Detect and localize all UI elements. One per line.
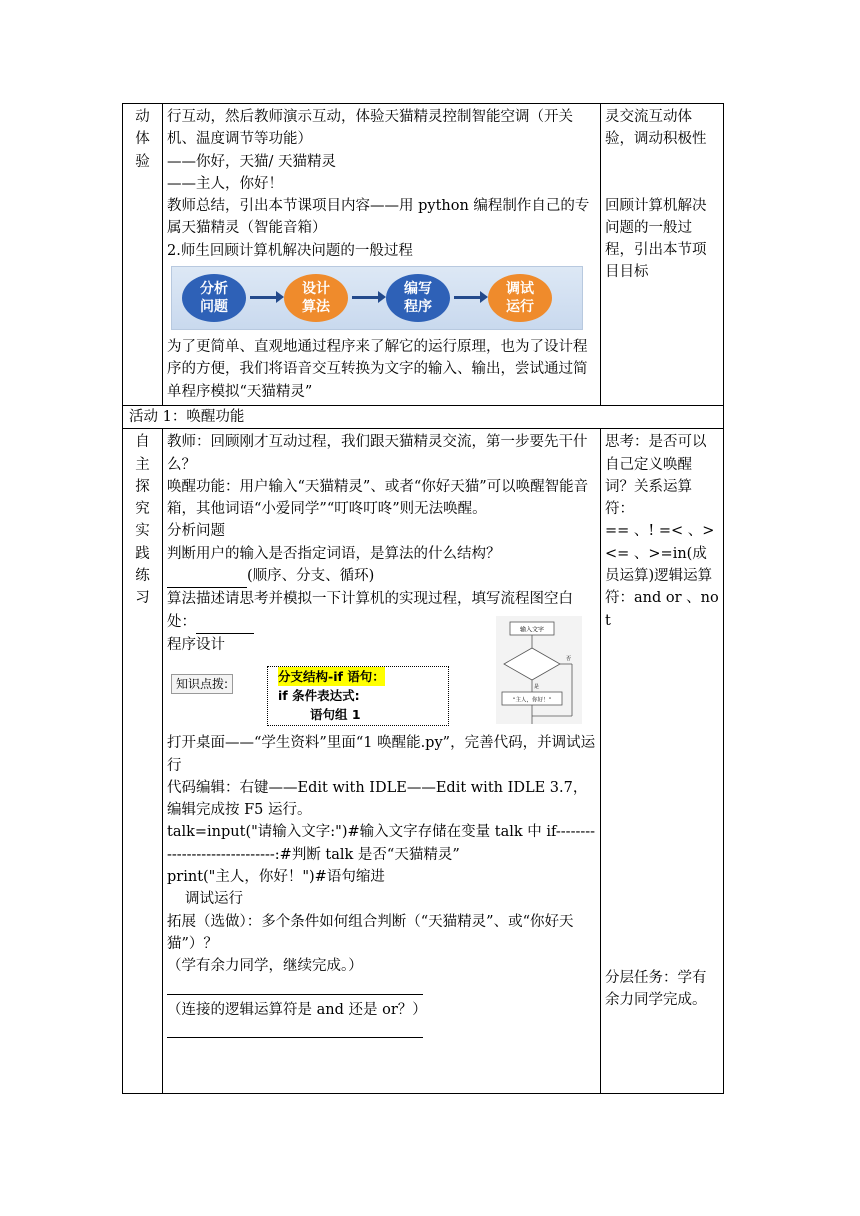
intent-text: 思考：是否可以自己定义唤醒词？关系运算符： [605,434,707,518]
instruction-text: 算法描述请思考并模拟一下计算机的实现过程，填写流程图空白处： [167,591,573,630]
arrow-icon [454,296,482,299]
text-line: 打开桌面——“学生资料”里面“1 唤醒能.py”，完善代码，并调试运行 [167,735,596,774]
text-line: ——你好，天猫/ 天猫精灵 [167,153,336,170]
program-design-block [167,626,596,732]
flowchart-diagram [496,616,582,724]
text-line: 教师总结，引出本节课项目内容——用 python 编程制作自己的专属天猫精灵（智能音箱） [167,198,590,237]
intent-text: 回顾计算机解决问题的一般过程，引出本节项目目标 [605,197,707,281]
process-step-write: 编写 程序 [386,274,450,322]
stage-label-char: 体 [135,131,150,148]
if-syntax-box [267,666,449,726]
activity-header-row [123,405,724,428]
interactive-experience-row [123,104,724,406]
operator-text: == 、! =< 、> <= 、>=in(成员运算)逻辑运算符：and or 、not [605,523,719,629]
spacer [605,632,719,967]
design-intent [601,104,724,406]
lesson-plan-page [122,103,723,1094]
stage-label-char: 践 [135,545,150,562]
flowchart-yes-label: 是 [534,683,540,690]
text-line: 拓展（选做）：多个条件如何组合判断（“天猫精灵”、或“你好天猫”）？ [167,913,574,952]
stage-label-char: 探 [135,478,150,495]
code-line: talk=input("请输入文字:")#输入文字存储在变量 talk 中 if------------------------------:#判断 talk 是否“天猫精灵” [167,824,596,863]
arrow-icon [250,296,278,299]
stage-label-char: 究 [135,501,150,518]
stage-label-char: 实 [135,523,150,540]
process-step-design: 设计 算法 [284,274,348,322]
activity-content [163,104,601,406]
process-step-debug: 调试 运行 [488,274,552,322]
spacer [605,151,719,195]
stage-label [123,104,163,406]
intent-text: 分层任务：学有余力同学完成。 [605,969,707,1009]
stage-label-char: 主 [135,456,150,473]
text-line: （连接的逻辑运算符是 and 还是 or？） [167,1001,427,1018]
answer-line[interactable] [167,1021,423,1038]
stage-label-char: 自 [135,434,150,451]
stage-label-char: 练 [135,568,150,585]
text-line: 教师：回顾刚才互动过程，我们跟天猫精灵交流，第一步要先干什么？ [167,434,588,473]
options-text: (顺序、分支、循环) [247,568,375,585]
activity-content [163,429,601,1094]
text-line: 为了更简单、直观地通过程序来了解它的运行原理，也为了设计程序的方便，我们将语音交互转换为文字的输入、输出，尝试通过简单程序模拟“天猫精灵” [167,339,588,400]
lesson-table [122,103,724,1094]
answer-blank[interactable] [196,611,254,634]
syntax-title: 分支结构-if 语句： [278,669,385,685]
stage-label-char: 动 [135,109,150,125]
problem-solving-process-diagram [171,266,583,330]
self-practice-row [123,429,724,1094]
process-step-analyze: 分析 问题 [182,274,246,322]
code-line: print("主人，你好！")#语句缩进 [167,869,385,886]
activity-title: 活动 1：唤醒功能 [123,405,724,428]
flowchart-input-label: 输入文字 [519,626,545,634]
text-line: 判断用户的输入是否指定词语，是算法的什么结构？ [167,545,501,562]
text-line: 唤醒功能：用户输入“天猫精灵”、或者“你好天猫”可以唤醒智能音箱，其他词语“小爱同学”“叮咚叮咚”则无法唤醒。 [167,478,589,518]
design-intent [601,429,724,1094]
text-line: 调试运行 [185,891,243,908]
text-line [167,565,596,588]
text-line: ——主人，你好！ [167,175,283,192]
text-line: 代码编辑：右键——Edit with IDLE——Edit with IDLE 3.7，编辑完成按 F5 运行。 [167,779,588,819]
arrow-icon [352,296,380,299]
syntax-line: 语句组 1 [310,707,361,723]
intent-text: 灵交流互动体验，调动积极性 [605,109,707,148]
knowledge-tag: 知识点拨: [171,674,233,694]
text-line: （学有余力同学，继续完成。） [167,958,363,975]
text-line: 分析问题 [167,523,225,540]
text-line: 2.师生回顾计算机解决问题的一般过程 [167,242,413,259]
stage-label-char: 习 [135,590,150,607]
flowchart-output-label: “主人，你好！” [512,697,552,704]
answer-blank[interactable] [167,565,247,588]
text-line: 行互动，然后教师演示互动，体验天猫精灵控制智能空调（开关机、温度调节等功能） [167,109,573,148]
flowchart-no-label: 否 [566,655,572,662]
stage-label [123,429,163,1094]
answer-line[interactable] [167,978,423,995]
text-line: 程序设计 [167,636,225,653]
stage-label-char: 验 [135,153,150,170]
syntax-line: if 条件表达式: [278,688,360,704]
